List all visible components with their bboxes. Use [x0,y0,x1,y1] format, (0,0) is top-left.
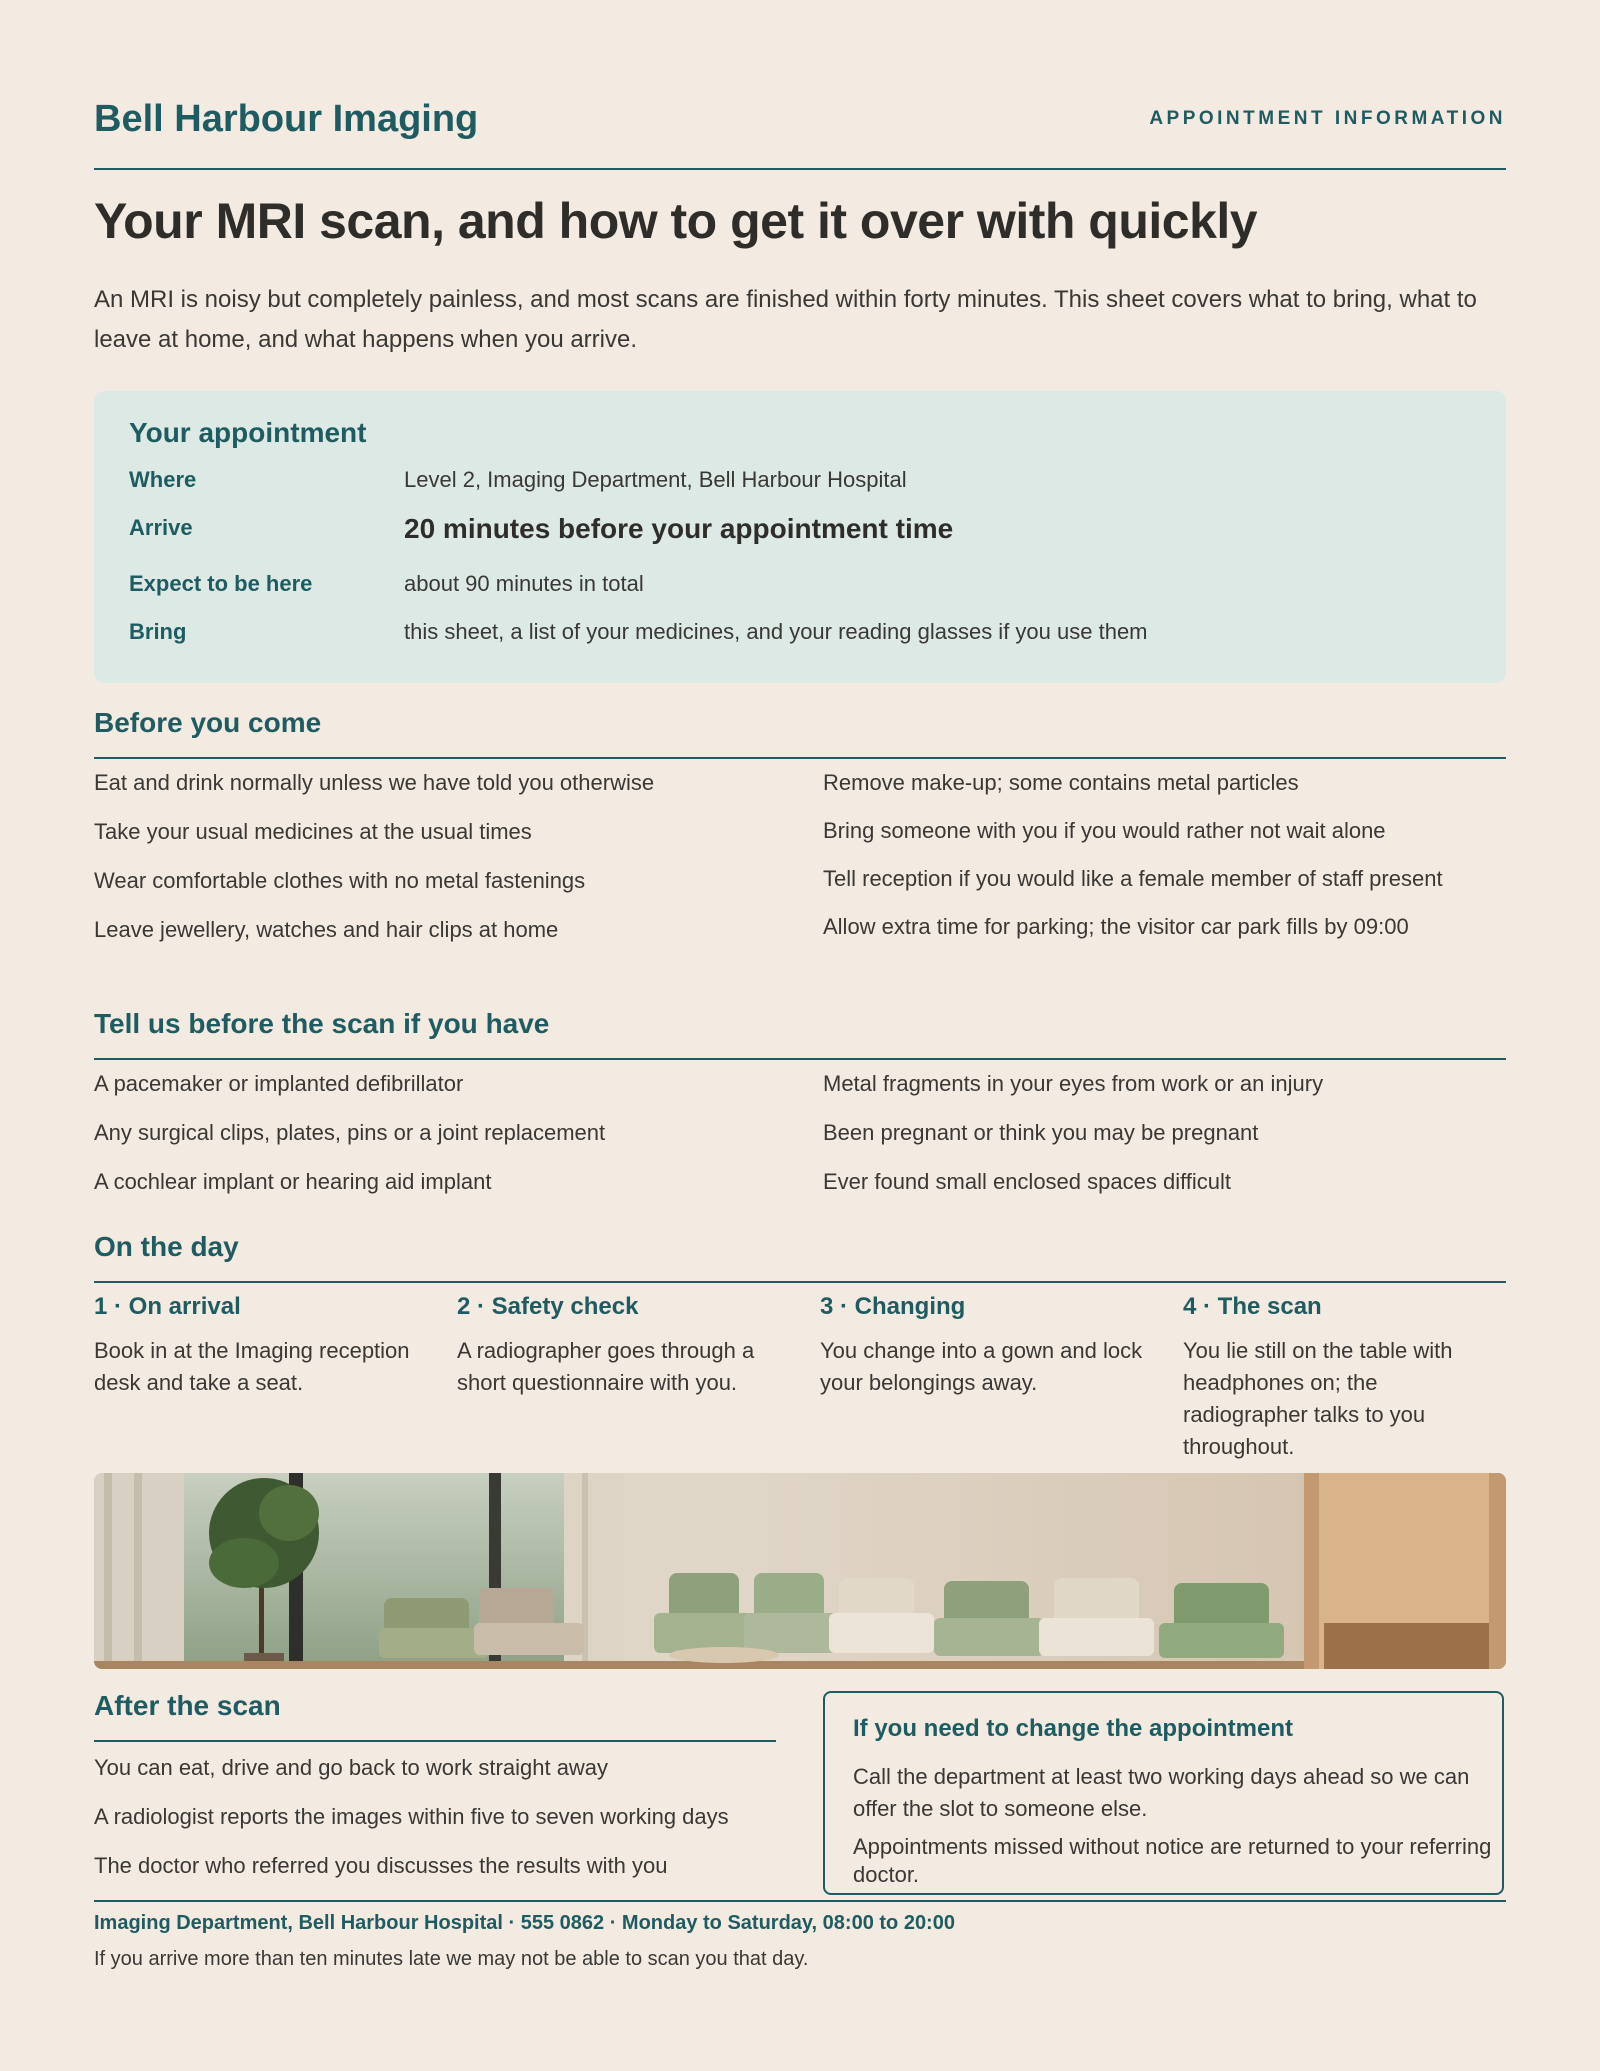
page-title: Your MRI scan, and how to get it over with quickly [94,193,1258,249]
list-item: You can eat, drive and go back to work straight away [94,1755,609,1780]
appointment-value: about 90 minutes in total [404,571,644,596]
appointment-label: Expect to be here [129,571,313,596]
change-appointment-title: If you need to change the appointment [853,1715,1294,1742]
section-day-heading [94,1231,1506,1283]
brand-name: Bell Harbour Imaging [94,98,479,140]
step-the-scan [1183,1293,1506,1463]
section-tell-heading [94,1008,1506,1060]
list-item: Ever found small enclosed spaces difficult [823,1169,1232,1194]
appointment-box [94,391,1506,683]
step-title: 1 · On arrival [94,1293,241,1320]
section-before-heading [94,707,1506,759]
appointment-label: Where [129,467,197,492]
list-item: Eat and drink normally unless we have told you otherwise [94,770,655,795]
list-item: Allow extra time for parking; the visitor car park fills by 09:00 [823,914,1409,939]
step-safety-check [457,1293,797,1399]
appointment-value: this sheet, a list of your medicines, and your reading glasses if you use them [404,619,1148,644]
section-title: Tell us before the scan if you have [94,1008,550,1039]
list-item: A radiologist reports the images within five to seven working days [94,1804,729,1829]
footer-contact: Imaging Department, Bell Harbour Hospital · 555 0862 · Monday to Saturday, 08:00 to 20:00 [94,1912,955,1934]
list-item: Wear comfortable clothes with no metal fastenings [94,868,586,893]
footer-note: If you arrive more than ten minutes late we may not be able to scan you that day. [94,1948,809,1970]
step-changing [820,1293,1160,1399]
section-title: Before you come [94,707,322,738]
step-title: 4 · The scan [1183,1293,1322,1320]
step-text: You change into a gown and lock your belongings away. [820,1338,1143,1395]
list-item: Any surgical clips, plates, pins or a joint replacement [94,1120,606,1145]
list-item: Bring someone with you if you would rather not wait alone [823,818,1386,843]
list-item: Tell reception if you would like a female member of staff present [823,866,1443,891]
appointment-value-arrive: 20 minutes before your appointment time [404,513,954,544]
change-appointment-box [823,1691,1504,1895]
header [94,92,1506,170]
list-item: A cochlear implant or hearing aid implant [94,1169,492,1194]
step-text: Book in at the Imaging reception desk and take a seat. [94,1338,410,1395]
list-item: Metal fragments in your eyes from work or an injury [823,1071,1324,1096]
appointment-title: Your appointment [129,417,367,448]
header-tag: APPOINTMENT INFORMATION [1149,108,1506,129]
list-item: A pacemaker or implanted defibrillator [94,1071,464,1096]
list-item: Been pregnant or think you may be pregnant [823,1120,1259,1145]
appointment-value: Level 2, Imaging Department, Bell Harbour Hospital [404,467,907,492]
list-item: Leave jewellery, watches and hair clips at home [94,917,559,942]
list-item: The doctor who referred you discusses the results with you [94,1853,668,1878]
step-arrival [94,1293,434,1399]
appointment-label: Bring [129,619,187,644]
intro-text: An MRI is noisy but completely painless, and most scans are finished within forty minutes. This sheet covers what to bring, what to leave at home, and what happens when you arrive. [94,286,1477,353]
step-title: 3 · Changing [820,1293,966,1320]
section-title: After the scan [94,1690,281,1721]
change-appointment-note: Appointments missed without notice are returned to your referring doctor. [853,1834,1492,1887]
section-title: On the day [94,1231,239,1262]
appointment-label: Arrive [129,515,193,540]
step-title: 2 · Safety check [457,1293,639,1320]
section-after-heading [94,1690,776,1742]
step-text: You lie still on the table with headphones on; the radiographer talks to you throughout. [1183,1338,1453,1459]
change-appointment-text: Call the department at least two working days ahead so we can offer the slot to someone else. [853,1764,1470,1821]
step-text: A radiographer goes through a short questionnaire with you. [457,1338,755,1395]
list-item: Take your usual medicines at the usual times [94,819,532,844]
list-item: Remove make-up; some contains metal particles [823,770,1299,795]
footer [94,1900,1506,1970]
waiting-room-photo [94,1473,1506,1669]
